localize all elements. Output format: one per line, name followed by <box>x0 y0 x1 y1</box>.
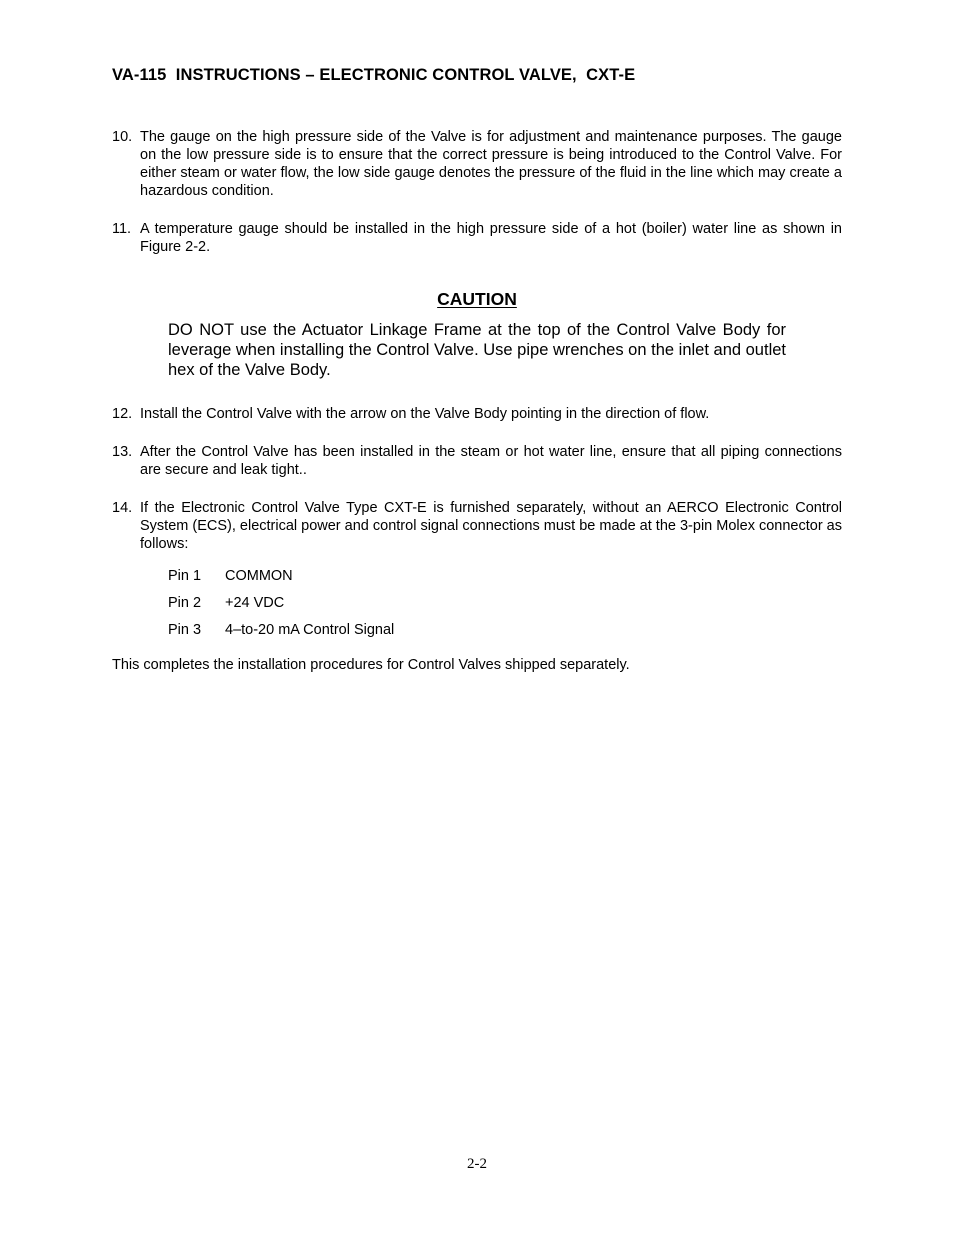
pin-function: 4–to-20 mA Control Signal <box>225 622 395 638</box>
pin-function: +24 VDC <box>225 595 285 611</box>
step-11 <box>112 220 842 256</box>
document-title: VA-115 INSTRUCTIONS – ELECTRONIC CONTROL VALVE, CXT-E <box>112 66 636 84</box>
step-13 <box>112 443 842 479</box>
step-text: The gauge on the high pressure side of the Valve is for adjustment and maintenance purposes. The gauge on the low pressure side is to ensure that the correct pressure is being introduced to the Control Valve. For either steam or water flow, the low side gauge denotes the pressure of the fluid in the line which may create a hazardous condition. <box>140 129 842 199</box>
step-text: Install the Control Valve with the arrow on the Valve Body pointing in the direction of flow. <box>140 406 710 422</box>
caution-heading <box>0 289 954 310</box>
step-14 <box>112 499 842 553</box>
pin-function: COMMON <box>225 568 293 584</box>
step-number: 12. <box>112 406 133 422</box>
step-number: 13. <box>112 444 133 460</box>
pin-row-3 <box>168 621 394 639</box>
pin-label: Pin 3 <box>168 622 202 638</box>
closing-text: This completes the installation procedures for Control Valves shipped separately. <box>112 657 630 673</box>
caution-heading-label: CAUTION <box>437 289 517 309</box>
pin-row-2 <box>168 594 284 612</box>
step-text: After the Control Valve has been installed in the steam or hot water line, ensure that all piping connections are secure and leak tight.. <box>140 444 842 478</box>
step-number: 11. <box>112 221 132 237</box>
step-text: A temperature gauge should be installed in the high pressure side of a hot (boiler) water line as shown in Figure 2-2. <box>140 221 842 255</box>
pin-row-1 <box>168 567 293 585</box>
pin-label: Pin 1 <box>168 568 202 584</box>
caution-text: DO NOT use the Actuator Linkage Frame at the top of the Control Valve Body for leverage when installing the Control Valve. Use pipe wrenches on the inlet and outlet hex of the Valve Body. <box>168 321 786 379</box>
step-number: 10. <box>112 129 133 145</box>
step-10 <box>112 128 842 200</box>
step-number: 14. <box>112 500 133 516</box>
step-12 <box>112 405 842 423</box>
page-number: 2-2 <box>467 1156 487 1172</box>
pin-label: Pin 2 <box>168 595 202 611</box>
step-text: If the Electronic Control Valve Type CXT-E is furnished separately, without an AERCO Electronic Control System (ECS), electrical power and control signal connections must be made at the 3-pin Molex connector as follows: <box>140 500 842 552</box>
